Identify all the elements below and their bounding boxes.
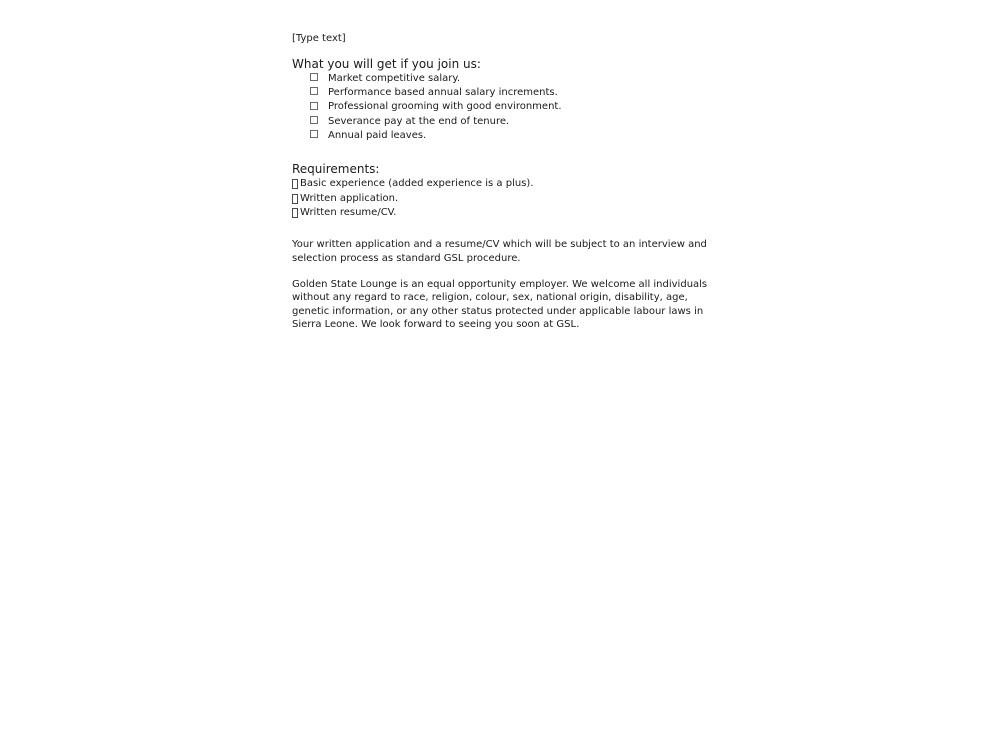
checkbox-bullet-icon (310, 116, 318, 124)
missing-glyph-bullet-icon (292, 194, 298, 204)
checkbox-bullet-icon (310, 73, 318, 81)
application-paragraph: Your written application and a resume/CV which will be subject to an interview and selection process as standard GSL procedure. (292, 238, 707, 265)
checkbox-bullet-icon (310, 130, 318, 138)
list-item (292, 192, 712, 207)
list-item (310, 129, 712, 143)
missing-glyph-bullet-icon (292, 179, 298, 189)
header-placeholder-text: [Type text] (292, 33, 346, 44)
checkbox-bullet-icon (310, 102, 318, 110)
checkbox-bullet-icon (310, 87, 318, 95)
list-item (292, 206, 712, 221)
missing-glyph-bullet-icon (292, 208, 298, 218)
list-item (292, 177, 712, 192)
requirement-text: Basic experience (added experience is a plus). (300, 178, 534, 190)
requirements-heading: Requirements: (292, 162, 380, 177)
benefit-text: Annual paid leaves. (328, 129, 427, 141)
benefit-text: Market competitive salary. (328, 73, 461, 84)
document-page (292, 32, 712, 332)
equal-opportunity-paragraph: Golden State Lounge is an equal opportunity employer. We welcome all individuals without any regard to race, religion, colour, sex, national origin, disability, age, genetic information, or any other status protected under applicable labour laws in Sierra Leone. We look forward to seeing you soon at GSL. (292, 278, 708, 331)
benefits-list (292, 72, 712, 143)
list-item (310, 100, 712, 114)
requirement-text: Written application. (300, 192, 399, 204)
benefit-text: Professional grooming with good environment. (328, 101, 562, 113)
requirement-text: Written resume/CV. (300, 207, 397, 219)
requirements-list (292, 177, 712, 221)
list-item (310, 86, 712, 100)
list-item (310, 72, 712, 86)
benefits-heading: What you will get if you join us: (292, 57, 481, 71)
benefit-text: Performance based annual salary increments. (328, 87, 558, 99)
list-item (310, 115, 712, 129)
benefit-text: Severance pay at the end of tenure. (328, 115, 510, 127)
